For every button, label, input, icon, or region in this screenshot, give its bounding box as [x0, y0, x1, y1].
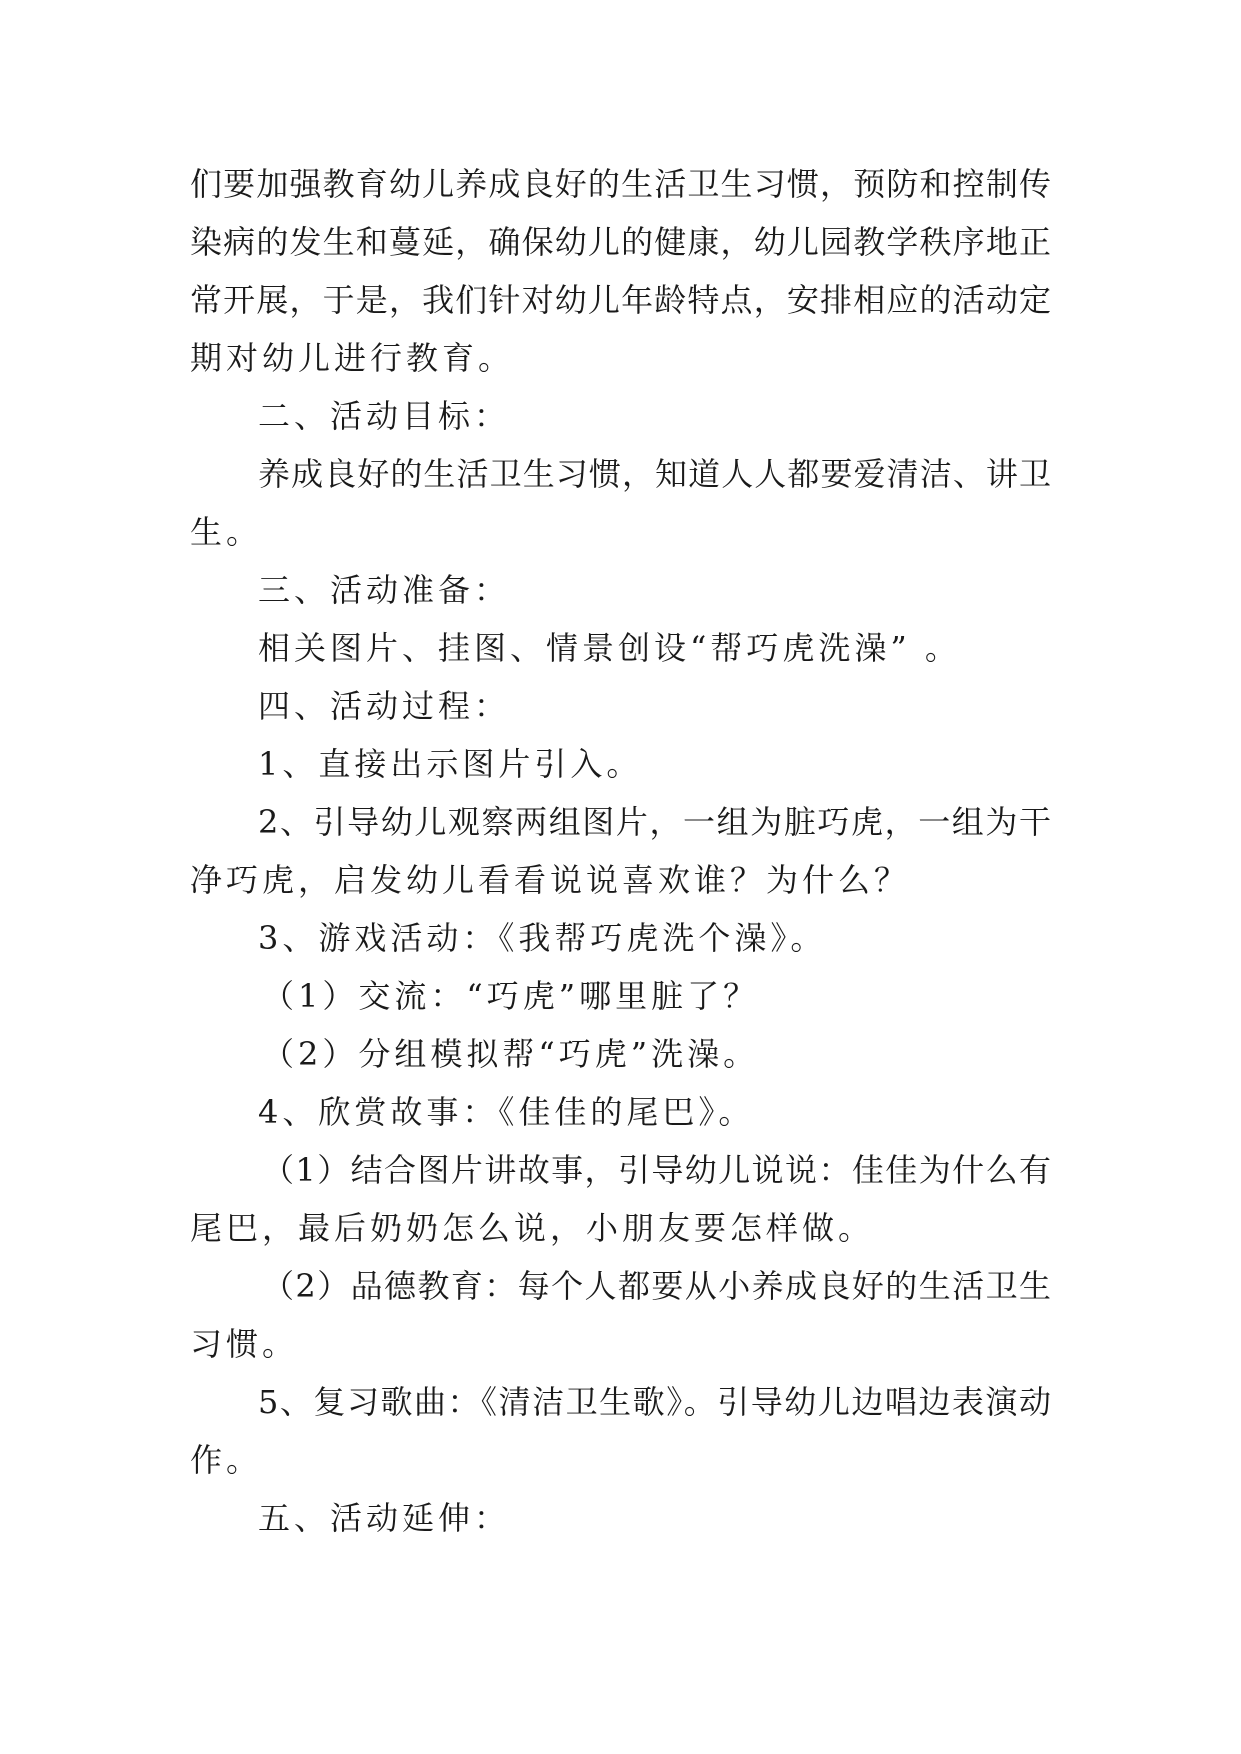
paragraph-step-5: [190, 1373, 1051, 1489]
text-line: 们要加强教育幼儿养成良好的生活卫生习惯，预防和控制传: [190, 165, 1051, 203]
paragraph-process-heading: [190, 677, 1051, 735]
text-line: 尾巴，最后奶奶怎么说，小朋友要怎样做。: [190, 1209, 875, 1247]
text-line: 相关图片、挂图、情景创设“帮巧虎洗澡” 。: [258, 629, 961, 667]
text-line: （2）分组模拟帮“巧虎”洗澡。: [262, 1035, 760, 1073]
paragraph-step-4-2: [190, 1257, 1051, 1373]
paragraph-extension-heading: [190, 1489, 1051, 1547]
paragraph-intro: [190, 155, 1051, 387]
paragraph-step-2: [190, 793, 1051, 909]
paragraph-step-3-2: [190, 1025, 1051, 1083]
text-line: 作。: [190, 1441, 263, 1479]
paragraph-goal-text: [190, 445, 1051, 561]
text-line: 5、复习歌曲：《清洁卫生歌》。引导幼儿边唱边表演动: [258, 1383, 1051, 1421]
text-line: 3、游戏活动：《我帮巧虎洗个澡》。: [258, 919, 827, 957]
text-line: 二、活动目标：: [258, 397, 511, 435]
paragraph-step-4: [190, 1083, 1051, 1141]
text-line: （2）品德教育：每个人都要从小养成良好的生活卫生: [262, 1267, 1051, 1305]
text-line: 染病的发生和蔓延，确保幼儿的健康，幼儿园教学秩序地正: [190, 223, 1051, 261]
text-line: 生。: [190, 513, 263, 551]
paragraph-goal-heading: [190, 387, 1051, 445]
paragraph-step-3: [190, 909, 1051, 967]
text-line: 五、活动延伸：: [258, 1499, 511, 1537]
paragraph-step-3-1: [190, 967, 1051, 1025]
text-line: 净巧虎，启发幼儿看看说说喜欢谁？为什么？: [190, 861, 911, 899]
text-line: 2、引导幼儿观察两组图片，一组为脏巧虎，一组为干: [258, 803, 1051, 841]
text-line: 四、活动过程：: [258, 687, 511, 725]
paragraph-step-1: [190, 735, 1051, 793]
text-line: （1）结合图片讲故事，引导幼儿说说：佳佳为什么有: [262, 1151, 1051, 1189]
paragraph-step-4-1: [190, 1141, 1051, 1257]
text-line: 常开展，于是，我们针对幼儿年龄特点，安排相应的活动定: [190, 281, 1051, 319]
paragraph-prep-text: [190, 619, 1051, 677]
text-line: 三、活动准备：: [258, 571, 511, 609]
text-line: 期对幼儿进行教育。: [190, 339, 515, 377]
text-line: 习惯。: [190, 1325, 299, 1363]
text-line: 4、欣赏故事：《佳佳的尾巴》。: [258, 1093, 755, 1131]
text-line: （1）交流：“巧虎”哪里脏了？: [262, 977, 760, 1015]
text-line: 1、直接出示图片引入。: [258, 745, 643, 783]
document-body: [190, 155, 1051, 1547]
text-line: 养成良好的生活卫生习惯，知道人人都要爱清洁、讲卫: [258, 455, 1051, 493]
paragraph-prep-heading: [190, 561, 1051, 619]
